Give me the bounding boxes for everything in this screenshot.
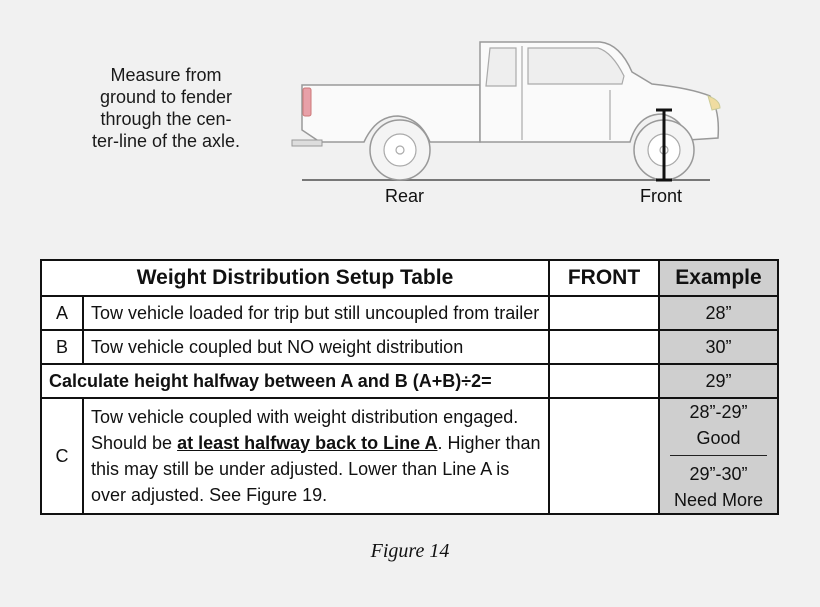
row-description: Tow vehicle coupled but NO weight distribution	[83, 330, 549, 364]
instruction-line: ground to fender	[99, 87, 233, 107]
instruction-line: Measure from	[110, 65, 222, 85]
row-id: A	[41, 296, 83, 330]
row-description-part: Tow vehicle coupled with weight distribution engaged. Should be	[91, 406, 519, 453]
measurement-instruction	[66, 64, 266, 152]
row-id: C	[41, 398, 83, 514]
truck-illustration	[280, 30, 740, 190]
tail-light	[303, 88, 311, 116]
table-row-c	[41, 398, 778, 514]
example-good-range: 28”-29”	[689, 402, 748, 422]
front-column-header: FRONT	[549, 260, 659, 296]
calculate-label: Calculate height halfway between A and B (A+B)÷2=	[41, 364, 549, 398]
table-row-a	[41, 296, 778, 330]
table-header-row	[41, 260, 778, 296]
table-title: Weight Distribution Setup Table	[41, 260, 549, 296]
example-good-label: Good	[696, 428, 741, 448]
row-description-part: . Higher than this may still be under adjusted. Lower than Line A is over adjusted. See Figure 19.	[91, 432, 541, 505]
row-description: Tow vehicle loaded for trip but still uncoupled from trailer	[83, 296, 549, 330]
front-cell	[549, 330, 659, 364]
figure-caption: Figure 14	[370, 540, 450, 562]
front-cell	[549, 296, 659, 330]
example-cell	[659, 398, 778, 514]
rear-window	[486, 48, 516, 86]
example-cell: 30”	[659, 330, 778, 364]
table-row-calculate	[41, 364, 778, 398]
instruction-line: ter-line of the axle.	[91, 131, 241, 151]
row-description-emphasis: at least halfway back to Line A	[177, 432, 438, 453]
example-more-label: Need More	[673, 490, 764, 510]
example-cell: 29”	[659, 364, 778, 398]
table-row-b	[41, 330, 778, 364]
rear-label: Rear	[385, 186, 425, 206]
row-id: B	[41, 330, 83, 364]
instruction-line: through the cen-	[100, 109, 232, 129]
example-more-range: 29”-30”	[689, 464, 748, 484]
rear-axle	[396, 146, 404, 154]
front-cell	[549, 398, 659, 514]
row-description	[83, 398, 549, 514]
example-cell: 28”	[659, 296, 778, 330]
hitch	[292, 140, 322, 146]
example-column-header: Example	[659, 260, 778, 296]
front-label: Front	[640, 186, 683, 206]
weight-distribution-table	[40, 259, 779, 515]
front-cell	[549, 364, 659, 398]
example-divider	[670, 455, 767, 456]
